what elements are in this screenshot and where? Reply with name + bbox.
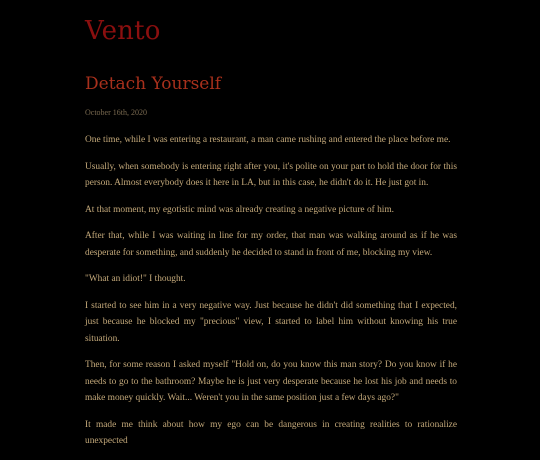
post-body: [85, 132, 457, 450]
paragraph: I started to see him in a very negative way. Just because he didn't did something that I expected, just because he blocked my "precious" view, I started to label him without knowing his true situation.: [85, 300, 457, 344]
site-title[interactable]: Vento: [85, 16, 161, 46]
post-title[interactable]: Detach Yourself: [85, 74, 222, 94]
main-content: [85, 0, 457, 460]
paragraph: One time, while I was entering a restaurant, a man came rushing and entered the place before me.: [85, 135, 451, 145]
paragraph: Then, for some reason I asked myself "Hold on, do you know this man story? Do you know if he needs to go to the bathroom? Maybe he is just very desperate because he lost his job and needs to make money quickly. Wait... Weren't you in the same position just a few days ago?": [85, 360, 457, 403]
paragraph: After that, while I was waiting in line for my order, that man was walking around as if he was desperate for something, and suddenly he decided to stand in front of me, blocking my view.: [85, 231, 457, 258]
paragraph: It made me think about how my ego can be dangerous in creating realities to rationalize unexpected: [85, 419, 457, 446]
post-date: October 16th, 2020: [85, 108, 147, 117]
paragraph: At that moment, my egotistic mind was already creating a negative picture of him.: [85, 204, 395, 215]
paragraph: Usually, when somebody is entering right after you, it's polite on your part to hold the door for this person. Almost everybody does it here in LA, but in this case, he didn't do it. He just got in.: [85, 161, 457, 188]
paragraph: "What an idiot!" I thought.: [85, 274, 186, 284]
